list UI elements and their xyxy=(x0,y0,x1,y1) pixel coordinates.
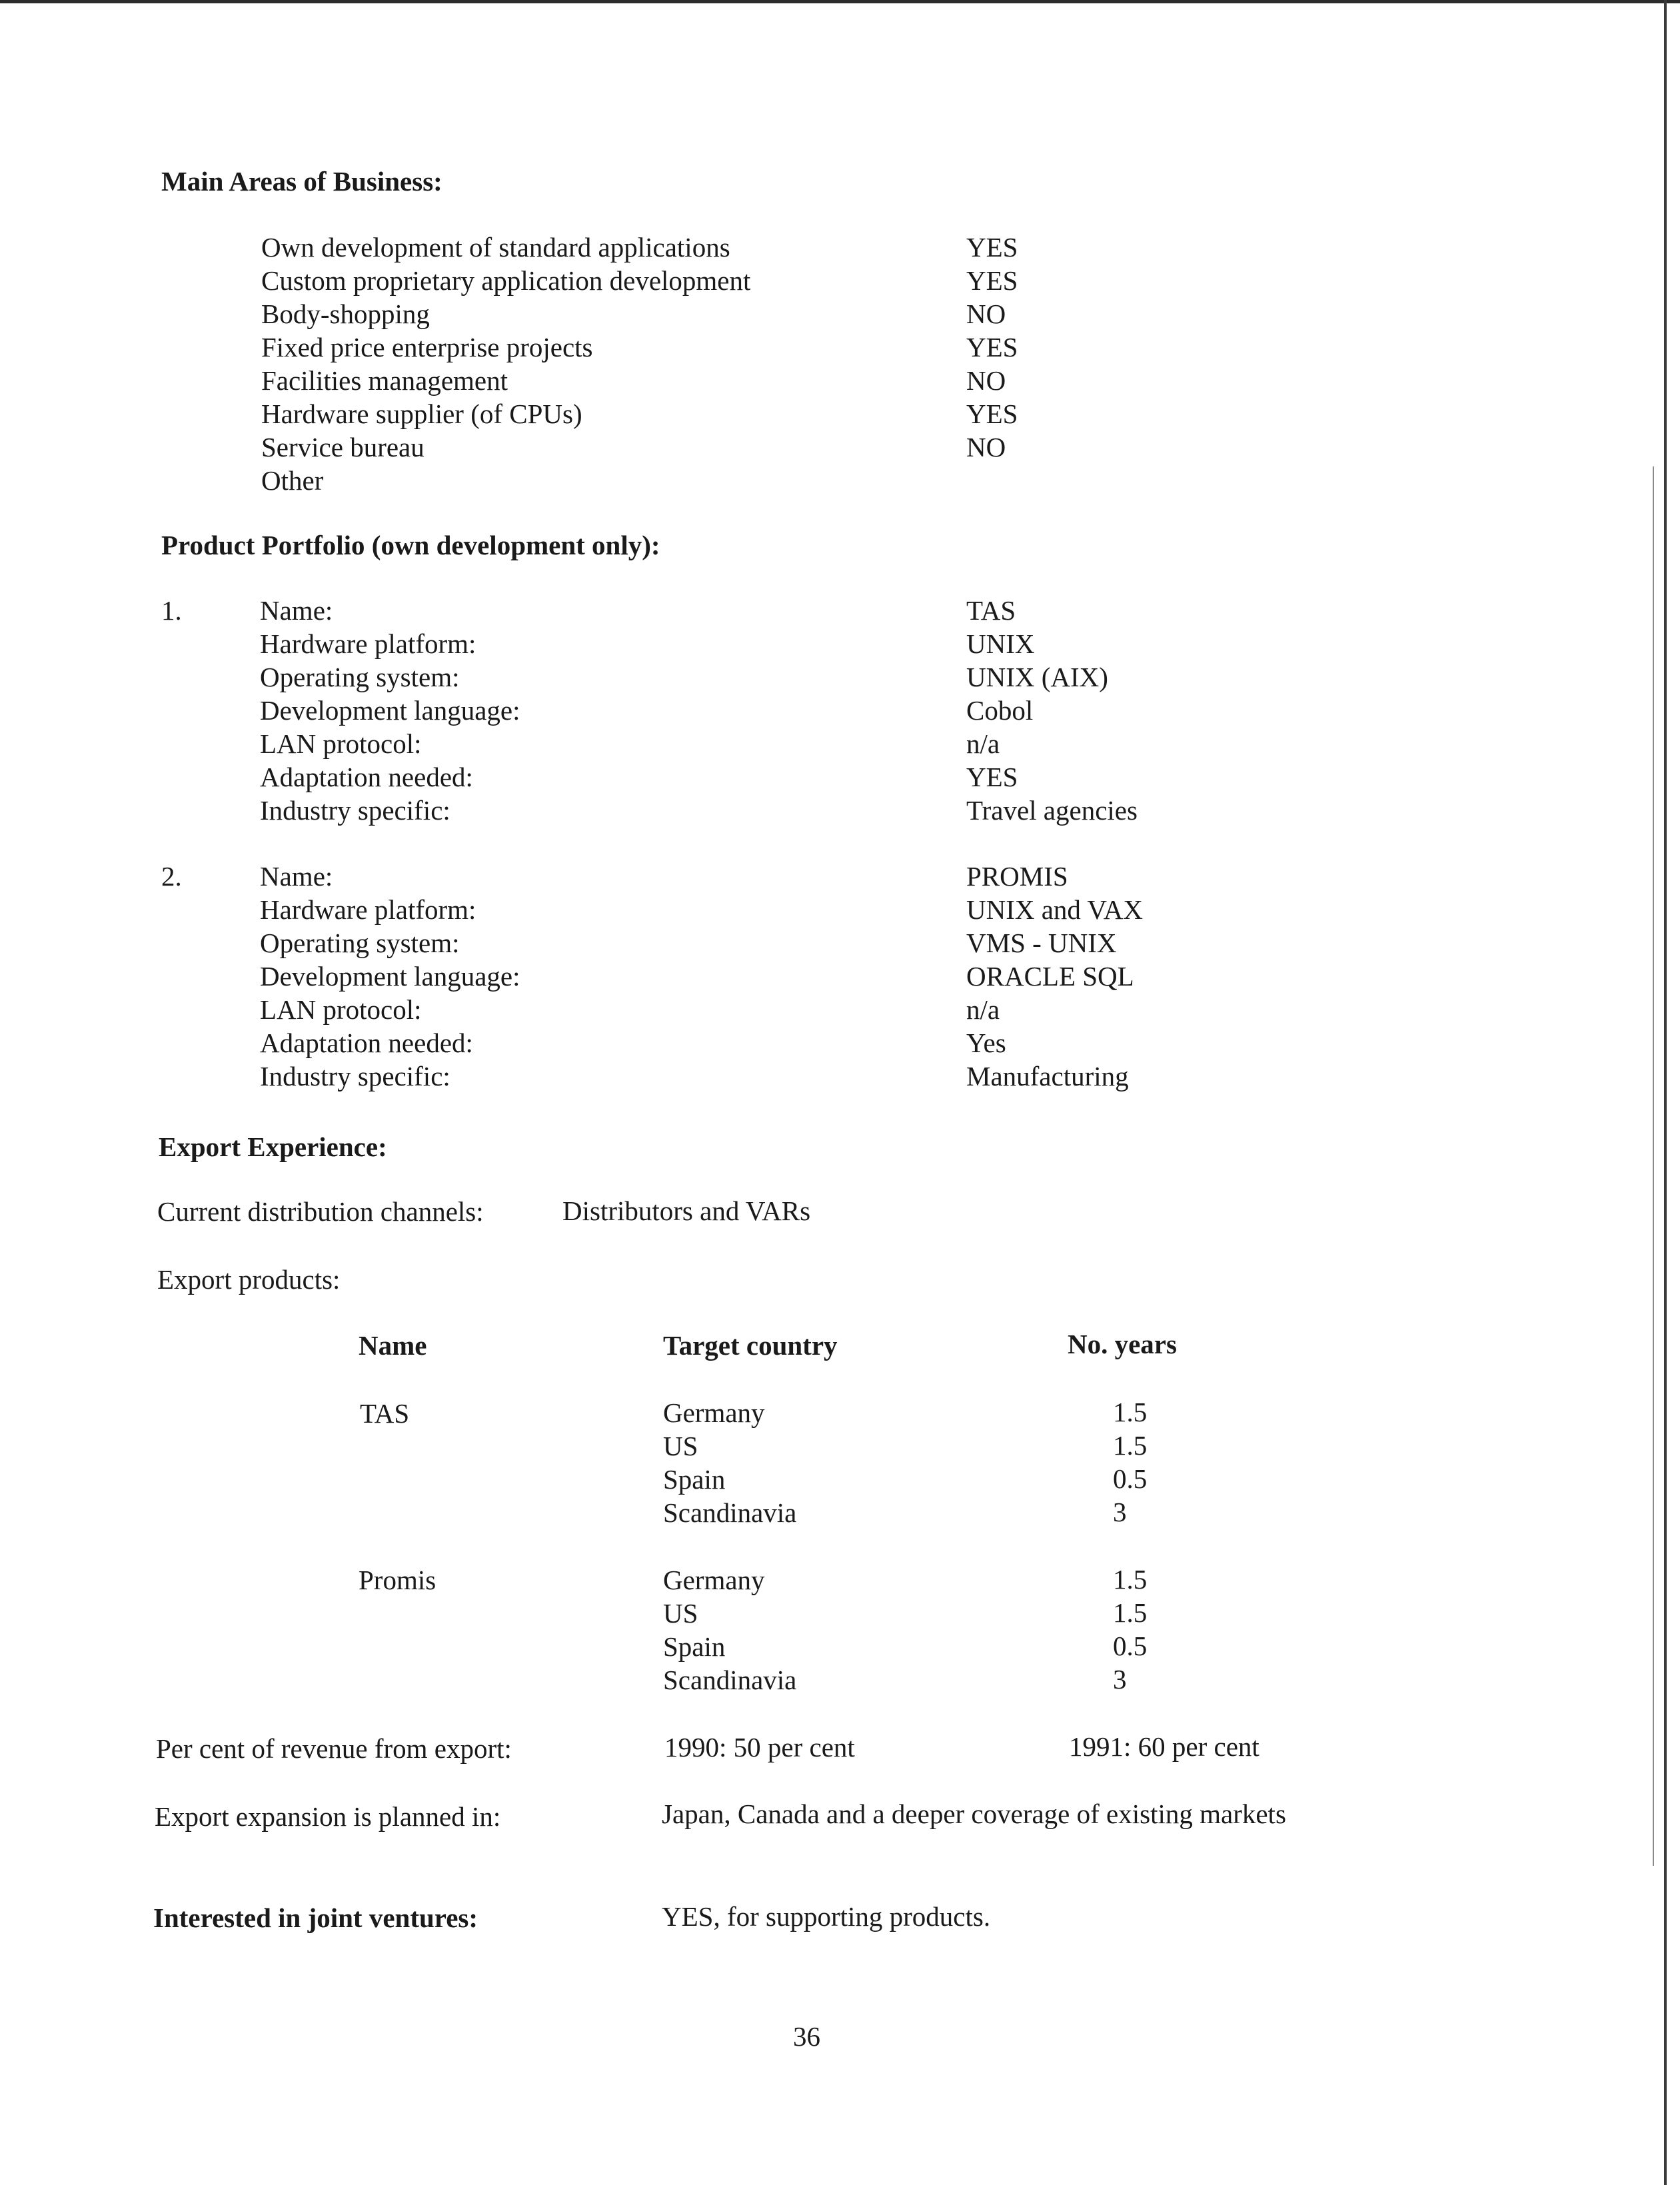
product-field-value: n/a xyxy=(966,994,1000,1025)
business-value: NO xyxy=(966,365,1006,396)
business-value: YES xyxy=(966,232,1018,263)
expansion-value: Japan, Canada and a deeper coverage of existing markets xyxy=(662,1799,1286,1829)
product-field-value: ORACLE SQL xyxy=(966,961,1134,992)
product-field-label: LAN protocol: xyxy=(260,994,422,1025)
export-country: Spain xyxy=(663,1631,726,1662)
product-field-label: Name: xyxy=(260,595,333,626)
business-label: Fixed price enterprise projects xyxy=(261,332,593,363)
product-field-value: TAS xyxy=(966,595,1016,626)
product-field-value: YES xyxy=(966,762,1018,792)
export-years: 3 xyxy=(1113,1497,1127,1527)
business-value: YES xyxy=(966,265,1018,296)
business-label: Body-shopping xyxy=(261,299,430,329)
joint-ventures-label: Interested in joint ventures: xyxy=(153,1902,478,1933)
product-field-label: Development language: xyxy=(260,961,520,992)
revenue-1991: 1991: 60 per cent xyxy=(1069,1731,1260,1762)
export-products-label: Export products: xyxy=(157,1264,341,1295)
export-country: Scandinavia xyxy=(663,1497,797,1528)
export-product-name: TAS xyxy=(360,1398,410,1429)
product-field-label: Industry specific: xyxy=(260,795,450,826)
export-years: 1.5 xyxy=(1113,1397,1148,1427)
product-field-label: Development language: xyxy=(260,695,520,726)
scan-top-edge xyxy=(0,0,1680,3)
export-years: 0.5 xyxy=(1113,1631,1148,1661)
business-label: Hardware supplier (of CPUs) xyxy=(261,398,582,429)
export-heading: Export Experience: xyxy=(159,1131,387,1162)
product-field-value: PROMIS xyxy=(966,861,1068,892)
product-field-label: Adaptation needed: xyxy=(260,762,473,792)
revenue-label: Per cent of revenue from export: xyxy=(156,1733,512,1764)
product-field-value: n/a xyxy=(966,728,1000,759)
business-label: Own development of standard applications xyxy=(261,232,730,263)
product-field-label: Hardware platform: xyxy=(260,894,476,925)
export-country: Spain xyxy=(663,1464,726,1495)
product-field-label: Operating system: xyxy=(260,662,460,692)
business-value: YES xyxy=(966,332,1018,363)
product-field-value: Manufacturing xyxy=(966,1061,1129,1092)
revenue-1990: 1990: 50 per cent xyxy=(664,1732,855,1763)
product-field-value: Yes xyxy=(966,1028,1006,1058)
business-heading: Main Areas of Business: xyxy=(161,166,442,197)
business-label: Facilities management xyxy=(261,365,508,396)
scan-right-edge xyxy=(1664,0,1667,2185)
product-field-value: UNIX (AIX) xyxy=(966,662,1108,692)
portfolio-heading: Product Portfolio (own development only): xyxy=(161,530,660,560)
page-number: 36 xyxy=(793,2021,820,2052)
export-years: 1.5 xyxy=(1113,1597,1148,1628)
scan-right-shadow xyxy=(1653,466,1654,1866)
business-value: NO xyxy=(966,432,1006,462)
expansion-label: Export expansion is planned in: xyxy=(155,1801,501,1832)
business-label: Custom proprietary application development xyxy=(261,265,751,296)
table-header-years: No. years xyxy=(1068,1329,1177,1359)
table-header-country: Target country xyxy=(663,1330,838,1361)
business-label: Service bureau xyxy=(261,432,424,462)
product-field-label: Hardware platform: xyxy=(260,628,476,659)
product-field-label: Adaptation needed: xyxy=(260,1028,473,1058)
business-label: Other xyxy=(261,465,324,496)
export-country: Germany xyxy=(663,1397,765,1428)
product-field-value: Cobol xyxy=(966,695,1034,726)
product-field-value: VMS - UNIX xyxy=(966,928,1117,958)
product-field-label: Name: xyxy=(260,861,333,892)
product-number: 1. xyxy=(161,595,182,626)
channels-value: Distributors and VARs xyxy=(562,1195,811,1226)
export-country: Scandinavia xyxy=(663,1665,797,1695)
product-field-value: UNIX and VAX xyxy=(966,894,1143,925)
business-value: YES xyxy=(966,398,1018,429)
export-product-name: Promis xyxy=(359,1565,436,1595)
product-field-label: Operating system: xyxy=(260,928,460,958)
product-field-label: Industry specific: xyxy=(260,1061,450,1092)
product-field-value: Travel agencies xyxy=(966,795,1138,826)
export-years: 1.5 xyxy=(1113,1564,1148,1595)
table-header-name: Name xyxy=(359,1330,427,1361)
product-field-value: UNIX xyxy=(966,628,1035,659)
product-field-label: LAN protocol: xyxy=(260,728,422,759)
export-years: 1.5 xyxy=(1113,1430,1148,1461)
channels-label: Current distribution channels: xyxy=(157,1196,484,1227)
export-country: US xyxy=(663,1431,698,1461)
business-value: NO xyxy=(966,299,1006,329)
export-country: Germany xyxy=(663,1565,765,1595)
export-country: US xyxy=(663,1598,698,1629)
export-years: 3 xyxy=(1113,1664,1127,1695)
product-number: 2. xyxy=(161,861,182,892)
joint-ventures-value: YES, for supporting products. xyxy=(662,1901,991,1932)
export-years: 0.5 xyxy=(1113,1463,1148,1494)
